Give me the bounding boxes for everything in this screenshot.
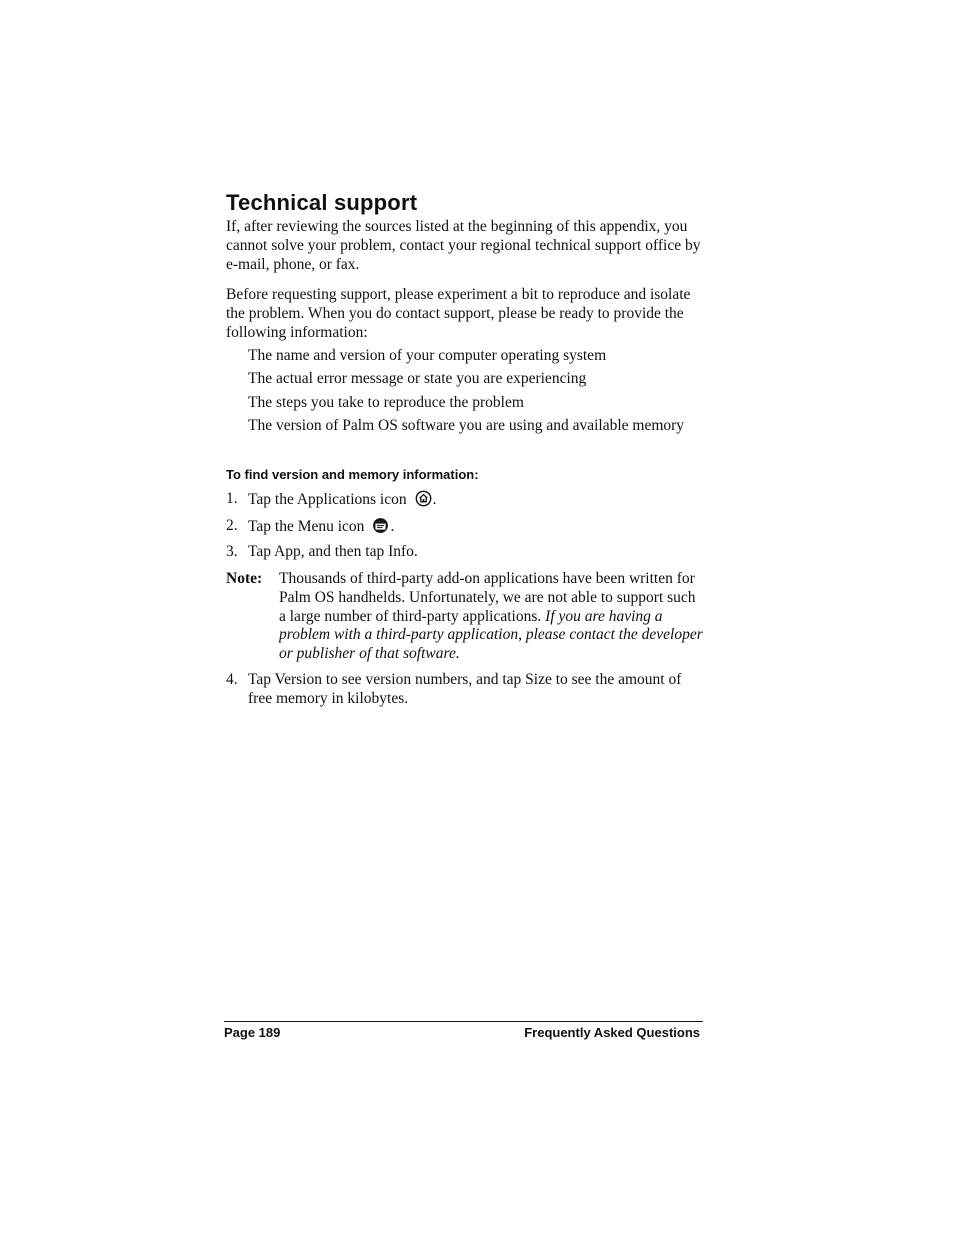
step-text [248, 517, 704, 537]
step-text-after: . [432, 491, 437, 508]
step-number: 1. [226, 490, 238, 507]
chapter-name: Frequently Asked Questions [524, 1025, 700, 1040]
step-number: 2. [226, 517, 238, 534]
step-text-before: Tap the Applications icon [248, 491, 407, 508]
page-number: Page 189 [224, 1025, 281, 1040]
step-number: 4. [226, 671, 238, 688]
before-support-paragraph: Before requesting support, please experiment a bit to reproduce and isolate the problem. When you do contact support, please be ready to provide the following information: [226, 286, 691, 341]
list-item: The name and version of your computer operating system [248, 347, 607, 364]
step-text-before: Tap the Menu icon [248, 518, 365, 535]
step-text: Tap Version to see version numbers, and tap Size to see the amount of free memory in kilobytes. [248, 671, 682, 707]
list-item: The version of Palm OS software you are using and available memory [248, 417, 685, 435]
note-label: Note: [226, 570, 263, 587]
note-italic-text: If you are having a problem with a third-party application, please contact the developer or publisher of that software. [279, 607, 703, 663]
note-body [279, 570, 703, 664]
list-item: The actual error message or state you are experiencing [248, 370, 587, 388]
applications-icon [415, 490, 432, 507]
list-item: The steps you take to reproduce the problem [248, 393, 524, 411]
menu-icon [372, 517, 389, 534]
step-text-after: . [390, 518, 395, 535]
step-text [248, 490, 704, 510]
section-title: Technical support [226, 190, 418, 215]
note-text: Thousands of third-party add-on applications have been written for Palm OS handhelds. Unfortunately, we are not able to support such a large number of third-party applications. [279, 570, 696, 625]
step-number: 3. [226, 543, 238, 560]
footer-divider [224, 1021, 703, 1022]
procedure-heading: To find version and memory information: [226, 467, 479, 482]
info-list [248, 347, 704, 441]
intro-paragraph: If, after reviewing the sources listed at the beginning of this appendix, you cannot solve your problem, contact your regional technical support office by e-mail, phone, or fax. [226, 218, 701, 273]
step-text: Tap App, and then tap Info. [248, 543, 418, 560]
